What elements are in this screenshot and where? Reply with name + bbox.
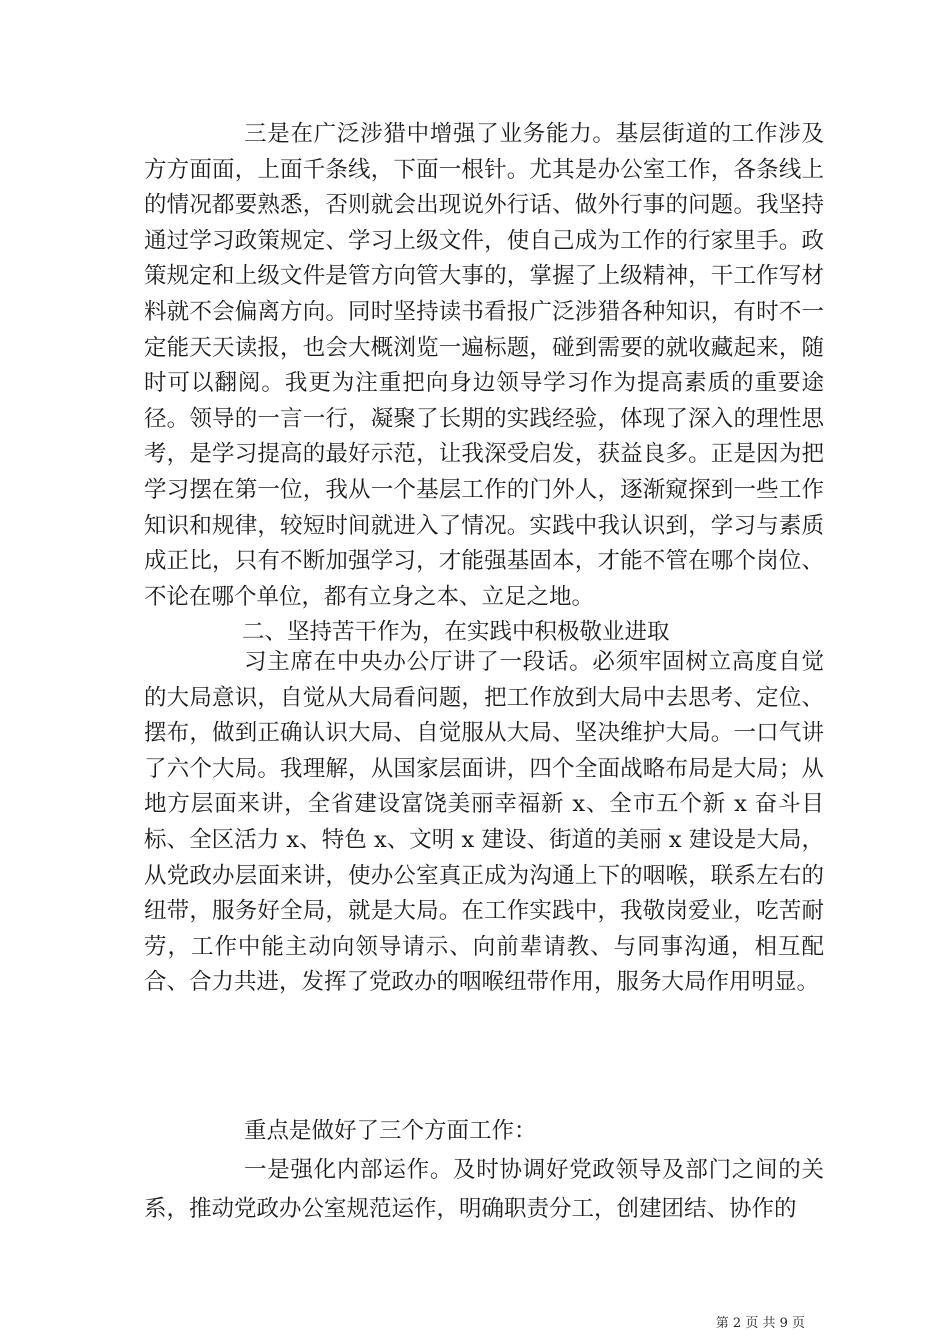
- section-heading: 二、坚持苦干作为，在实践中积极敬业进取: [242, 619, 670, 646]
- paragraph-business-ability: 三是在广泛涉猎中增强了业务能力。基层街道的工作涉及方方面面，上面千条线，下面一根针。尤其是办公室工作，各条线上的情况都要熟悉，否则就会出现说外行话、做外行事的问题。我坚持通过学习政策规定、学习上级文件，使自己成为工作的行家里手。政策规定和上级文件是管方向管大事的，掌握了上级精神，干工作写材料就不会偏离方向。同时坚持读书看报广泛涉猎各种知识，有时不一定能天天读报，也会大概浏览一遍标题，碰到需要的就收藏起来，随时可以翻阅。我更为注重把向身边领导学习作为提高素质的重要途径。领导的一言一行，凝聚了长期的实践经验，体现了深入的理性思考，是学习提高的最好示范，让我深受启发，获益良多。正是因为把学习摆在第一位，我从一个基层工作的门外人，逐渐窥探到一些工作知识和规律，较短时间就进入了情况。实践中我认识到，学习与素质成正比，只有不断加强学习，才能强基固本，才能不管在哪个岗位、不论在哪个单位，都有立身之本、立足之地。: [144, 121, 824, 610]
- paragraph-three-aspects: 重点是做好了三个方面工作：: [244, 1118, 537, 1144]
- paragraph-big-picture: 习主席在中央办公厅讲了一段话。必须牢固树立高度自觉的大局意识，自觉从大局看问题，把工作放到大局中去思考、定位、摆布，做到正确认识大局、自觉服从大局、坚决维护大局。一口气讲了六个大局。我理解，从国家层面讲，四个全面战略布局是大局；从地方层面来讲，全省建设富饶美丽幸福新 x、全市五个新 x 奋斗目标、全区活力 x、特色 x、文明 x 建设、街道的美丽 x 建设是大局，从党政办层面来讲，使办公室真正成为沟通上下的咽喉，联系左右的纽带，服务好全局，就是大局。在工作实践中，我敬岗爱业，吃苦耐劳，工作中能主动向领导请示、向前辈请教、与同事沟通，相互配合、合力共进，发挥了党政办的咽喉纽带作用，服务大局作用明显。: [144, 649, 824, 996]
- text-block-upper: [144, 117, 824, 651]
- text-block-middle: [144, 645, 824, 1001]
- paragraph-internal-operation: 一是强化内部运作。及时协调好党政领导及部门之间的关系，推动党政办公室规范运作，明确职责分工，创建团结、协作的: [144, 1157, 824, 1222]
- text-block-lower: [144, 1112, 824, 1229]
- page-number: 第 2 页 共 9 页: [715, 1316, 805, 1331]
